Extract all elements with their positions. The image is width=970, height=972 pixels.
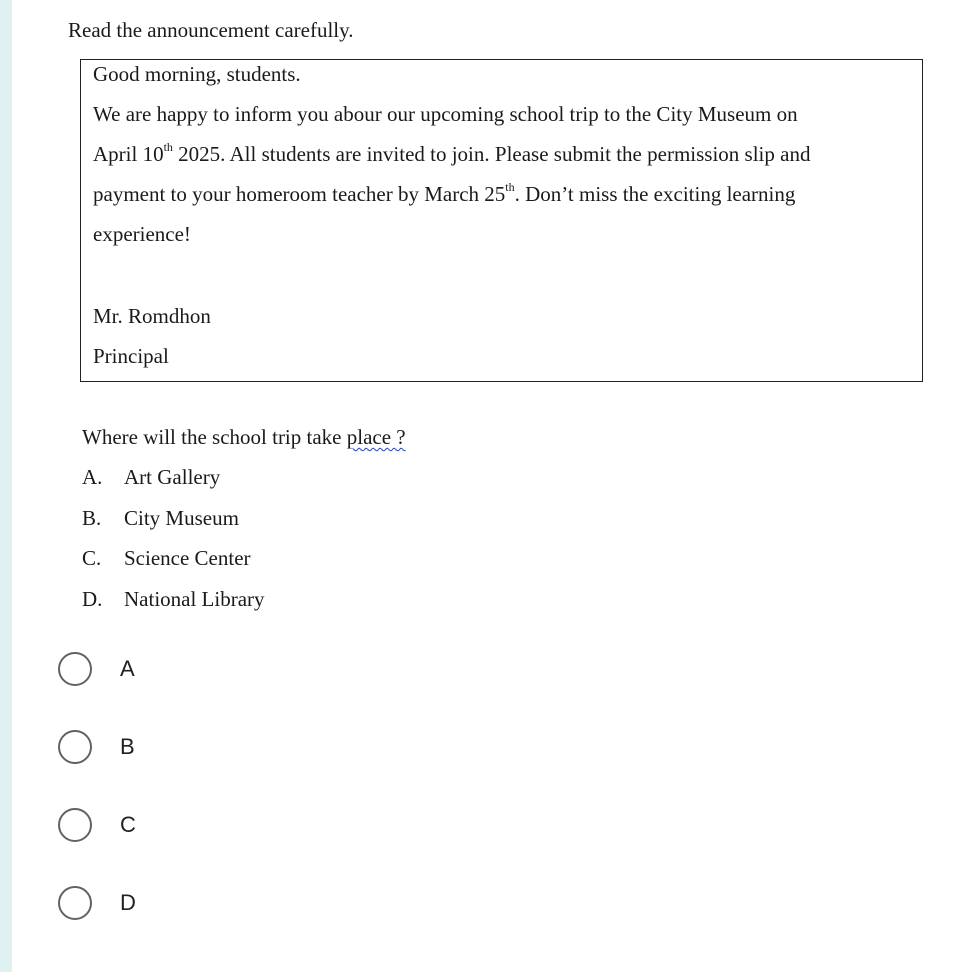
choice-label-b: B bbox=[120, 734, 135, 759]
radio-button-d[interactable] bbox=[58, 886, 92, 920]
option-b: B. City Museum bbox=[82, 506, 239, 530]
choice-c[interactable] bbox=[58, 805, 136, 845]
left-edge-strip bbox=[0, 0, 12, 972]
announcement-line-4: experience! bbox=[93, 222, 191, 246]
choice-label-d: D bbox=[120, 890, 136, 915]
announcement-line-3: payment to your homeroom teacher by March 25th. Don’t miss the exciting learning bbox=[93, 180, 796, 206]
announcement-line-1: We are happy to inform you abour our upcoming school trip to the City Museum on bbox=[93, 102, 798, 126]
spellcheck-underlined-text: place ? bbox=[346, 425, 406, 449]
choice-label-c: C bbox=[120, 812, 136, 837]
option-a: A. Art Gallery bbox=[82, 465, 221, 489]
radio-button-c[interactable] bbox=[58, 808, 92, 842]
signature-name: Mr. Romdhon bbox=[93, 304, 211, 328]
radio-button-b[interactable] bbox=[58, 730, 92, 764]
question-text: Where will the school trip take place ? bbox=[82, 425, 406, 449]
choice-label-a: A bbox=[120, 656, 135, 681]
choice-a[interactable] bbox=[58, 649, 135, 689]
instruction-text: Read the announcement carefully. bbox=[68, 18, 354, 42]
announcement-greeting: Good morning, students. bbox=[93, 62, 301, 86]
option-c: C. Science Center bbox=[82, 546, 251, 570]
choice-d[interactable] bbox=[58, 883, 136, 923]
announcement-box bbox=[80, 59, 923, 382]
signature-title: Principal bbox=[93, 344, 169, 368]
option-d: D. National Library bbox=[82, 587, 265, 611]
announcement-line-2: April 10th 2025. All students are invited to join. Please submit the permission slip and bbox=[93, 140, 811, 166]
choice-b[interactable] bbox=[58, 727, 135, 767]
radio-button-a[interactable] bbox=[58, 652, 92, 686]
